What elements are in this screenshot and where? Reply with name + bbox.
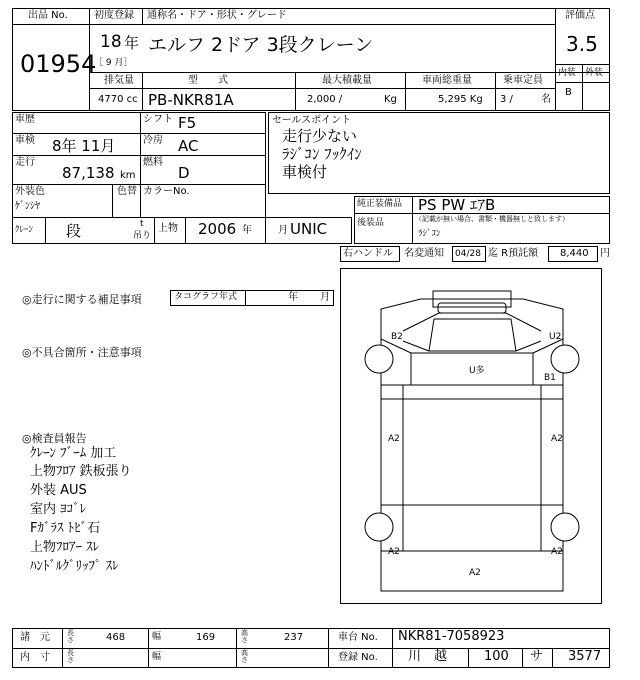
driving-notes-title: ◎走行に関する補足事項: [22, 293, 142, 306]
shift-value: F5: [178, 114, 197, 132]
height-value: 237: [284, 632, 304, 643]
aftermarket-label: 後装品: [357, 218, 385, 228]
inspector-line-7: ﾊﾝﾄﾞﾙｸﾞﾘｯﾌﾟ ｽﾚ: [30, 559, 119, 574]
fuel-value: D: [178, 164, 190, 182]
inspector-line-6: 上物ﾌﾛｱｰ ｽﾚ: [30, 540, 100, 555]
diagram-mark-b1: B1: [544, 373, 556, 383]
inspector-line-5: Fｶﾞﾗｽ ﾄﾋﾞ石: [30, 521, 101, 536]
crane-hang: 吊り: [133, 231, 152, 241]
reg-class: 100: [484, 649, 509, 664]
inner-width-label: 幅: [152, 652, 162, 662]
capacity: 3 /: [500, 94, 513, 105]
inner-length-label: 長さ: [67, 649, 74, 664]
inspector-title: ◎検査員報告: [22, 432, 87, 445]
ac-label: 冷房: [143, 135, 163, 146]
recycle-unit: 円: [600, 248, 610, 259]
sales-point-3: 車検付: [282, 163, 328, 181]
first-reg-label: 初度登録: [94, 10, 134, 21]
reg-year: 18: [100, 32, 122, 52]
max-load-unit: Kg: [384, 94, 397, 105]
reg-month: ［ 9 月］: [94, 58, 133, 68]
diagram-mark-a2-rear-right: A2: [551, 547, 563, 557]
lot-no: 01954: [20, 50, 97, 78]
body-label: 上物: [158, 223, 178, 234]
inspection-value: 8年 11月: [52, 137, 116, 155]
type-label: 型 式: [188, 75, 228, 86]
diagram-mark-b2: B2: [391, 332, 403, 342]
history-label: 車歴: [15, 114, 35, 125]
model-code: PB-NKR81A: [148, 91, 234, 109]
defects-title: ◎不具合箇所・注意事項: [22, 346, 142, 359]
width-value: 169: [196, 632, 216, 643]
length-value: 468: [106, 632, 126, 643]
capacity-unit: 名: [541, 94, 551, 105]
mileage-label: 走行: [15, 157, 35, 168]
steering: 右ハンドル: [343, 248, 393, 259]
diagram-mark-u-multi: U多: [469, 366, 485, 376]
body-maker: UNIC: [290, 220, 328, 238]
reg-number: 3577: [568, 649, 602, 664]
crane-label: ｸﾚｰﾝ: [15, 225, 34, 235]
grade-label: 評価点: [565, 10, 595, 21]
inspector-line-3: 外装 AUS: [30, 483, 87, 498]
color-code-label: カラーNo.: [143, 186, 190, 197]
crane-stage: 段: [66, 222, 82, 240]
inner-height-label: 高さ: [241, 649, 248, 664]
mileage-unit: km: [120, 170, 136, 181]
tacho-year-unit: 年: [288, 292, 298, 303]
inspection-label: 車検: [15, 135, 35, 146]
grade-value: 3.5: [566, 32, 598, 56]
interior-label: 内装: [558, 68, 577, 78]
diagram-mark-a2-left: A2: [388, 434, 400, 444]
tacho-month-unit: 月: [320, 292, 330, 303]
length-label: 長さ: [67, 629, 74, 644]
equipment-value: PS PW ｴｱB: [418, 196, 496, 214]
height-label: 高さ: [241, 629, 248, 644]
diagram-mark-a2-right: A2: [551, 434, 563, 444]
sales-point-1: 走行少ない: [282, 127, 358, 145]
color-no-label: 色替: [117, 186, 137, 197]
body-year-unit: 年: [242, 225, 252, 236]
tacho-label: タコグラフ年式: [174, 292, 238, 302]
shift-label: シフト: [143, 114, 173, 125]
diagram-mark-a2-rear-left: A2: [388, 547, 400, 557]
reg-kana: サ: [530, 649, 544, 664]
inner-dims-label: 内 寸: [20, 652, 50, 663]
sales-points-label: セールスポイント: [272, 115, 352, 126]
exterior-label: 外装: [585, 68, 604, 78]
color-label: 外装色: [15, 186, 45, 197]
diagram-mark-a2-rear: A2: [469, 568, 481, 578]
reg-label: 登録 No.: [338, 652, 378, 663]
mileage-value: 87,138: [62, 164, 115, 182]
dims-label: 諸 元: [20, 632, 50, 643]
sales-point-2: ﾗｼﾞｺﾝ ﾌｯｸｲﾝ: [282, 145, 362, 163]
width-label: 幅: [152, 632, 162, 642]
ac-value: AC: [178, 137, 199, 155]
model-label: 通称名・ドア・形状・グレード: [147, 10, 287, 21]
max-load: 2,000 /: [307, 94, 343, 105]
aftermarket-value: ﾗｼﾞｺﾝ: [418, 229, 441, 239]
inspector-line-4: 室内 ﾖｺﾞﾚ: [30, 502, 87, 517]
vehicle-diagram: [340, 268, 602, 604]
equipment-label: 純正装備品: [357, 199, 403, 209]
model-name: エルフ 2ドア 3段クレーン: [148, 34, 374, 56]
gross-weight: 5,295 Kg: [438, 94, 483, 105]
chassis-value: NKR81-7058923: [398, 629, 505, 644]
diagram-mark-u2: U2: [549, 332, 562, 342]
crane-t: t: [140, 219, 144, 229]
recycle-label: 迄 R預託額: [488, 248, 539, 259]
aftermarket-note: （記載が無い場合、書類・機器無しと致します）: [415, 215, 569, 223]
capacity-label: 乗車定員: [503, 75, 543, 86]
name-change-label: 名変通知: [404, 248, 444, 259]
inspector-line-1: ｸﾚｰﾝ ﾌﾞｰﾑ 加工: [30, 446, 117, 461]
gross-weight-label: 車両総重量: [422, 75, 472, 86]
displacement-label: 排気量: [104, 75, 134, 86]
color-value: ｹﾞﾝｼﾔ: [15, 201, 40, 212]
inspector-line-2: 上物ﾌﾛｱ 鉄板張り: [30, 464, 132, 479]
displacement: 4770 cc: [98, 94, 138, 105]
lot-no-label: 出品 No.: [28, 10, 68, 21]
reg-year-unit: 年: [124, 34, 140, 52]
fuel-label: 燃料: [143, 157, 163, 168]
name-change-date: 04/28: [455, 249, 481, 259]
reg-region: 川 越: [408, 649, 448, 664]
recycle-amount: 8,440: [560, 248, 589, 259]
body-year: 2006: [198, 220, 237, 238]
interior-grade: B: [565, 87, 572, 98]
max-load-label: 最大積載量: [322, 75, 372, 86]
body-month-unit: 月: [278, 225, 288, 236]
chassis-label: 車台 No.: [338, 632, 378, 643]
